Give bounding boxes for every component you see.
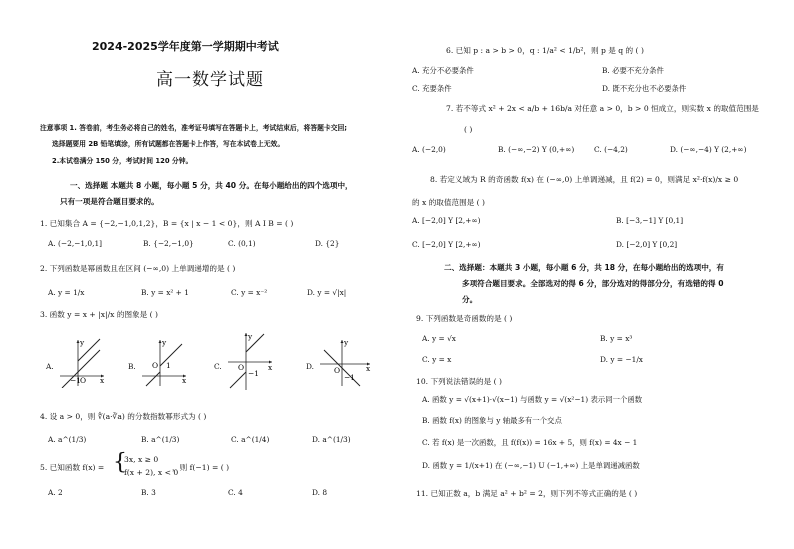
question-8-stem-cont: 的 x 的取值范围是 ( ) [412, 198, 486, 207]
question-10-option-b: B. 函数 f(x) 的图象与 y 轴最多有一个交点 [422, 416, 562, 425]
question-7-stem: 7. 若不等式 x² + 2x < a/b + 16b/a 对任意 a > 0，b > 0 恒成立，则实数 x 的取值范围是 [446, 104, 759, 113]
question-5-option-b: B. 3 [141, 488, 156, 497]
graph-b [138, 336, 188, 388]
question-8-option-a: A. [−2,0] Y [2,+∞) [412, 216, 481, 225]
question-4-option-a: A. a^(1/3) [48, 435, 87, 444]
question-2-option-c: C. y = x⁻² [231, 288, 268, 297]
question-10-option-d: D. 函数 y = 1/(x+1) 在 (−∞,−1) U (−1,+∞) 上是单调递减函数 [422, 461, 640, 470]
graph-c-neg-one-label: −1 [248, 369, 259, 378]
question-3-option-d: D. [306, 362, 315, 371]
question-5-option-a: A. 2 [48, 488, 63, 497]
question-7-option-d: D. (−∞,−4) Y (2,+∞) [670, 145, 747, 154]
note-line-1: 注意事项 1. 答卷前，考生务必将自己的姓名，准考证号填写在答题卡上，考试结束后，将答题卡交回; [40, 124, 348, 132]
question-1-option-b: B. {−2,−1,0} [143, 239, 194, 248]
graph-a-x-label: x [100, 376, 105, 385]
note-line-2: 选择题要用 2B 铅笔填涂，所有试题都在答题卡上作答，写在本试卷上无效。 [52, 140, 285, 148]
graph-a-neg-one-label: −1 [70, 376, 81, 385]
question-9-option-a: A. y = √x [422, 334, 456, 343]
section-1-heading-cont: 只有一项是符合题目要求的。 [60, 197, 159, 206]
question-5-brace: { [113, 450, 127, 475]
question-4-option-d: D. a^(1/3) [312, 435, 351, 444]
graph-d-origin-label: O [334, 366, 341, 375]
graph-c-origin-label: O [238, 363, 245, 372]
question-10-option-a: A. 函数 y = √(x+1)·√(x−1) 与函数 y = √(x²−1) 表示同一个函数 [422, 395, 643, 404]
question-1-option-c: C. (0,1) [228, 239, 256, 248]
question-3-stem: 3. 函数 y = x + |x|/x 的图象是 ( ) [40, 310, 158, 319]
question-8-option-c: C. [−2,0] Y [2,+∞) [412, 240, 481, 249]
graph-b-x-label: x [182, 376, 187, 385]
section-2-heading-end: 分。 [462, 295, 478, 304]
page-title: 高一数学试题 [156, 70, 264, 90]
question-8-option-b: B. [−3,−1] Y [0,1] [616, 216, 684, 225]
question-4-option-c: C. a^(1/4) [231, 435, 270, 444]
question-11-stem: 11. 已知正数 a，b 满足 a² + b² = 2，则下列不等式正确的是 ( ) [416, 489, 638, 498]
question-4-option-b: B. a^(1/3) [141, 435, 180, 444]
section-2-heading-cont: 多项符合题目要求。全部选对的得 6 分，部分选对的得部分分，有选错的得 0 [462, 279, 724, 288]
graph-b-origin-label: O [152, 361, 159, 370]
question-9-option-c: C. y = x [422, 355, 452, 364]
question-6-option-c: C. 充要条件 [412, 84, 452, 93]
section-1-heading: 一、选择题 本题共 8 小题，每小题 5 分，共 40 分。在每小题给出的四个选项中， [70, 181, 353, 190]
question-3-option-c: C. [214, 362, 222, 371]
question-1-stem: 1. 已知集合 A = {−2,−1,0,1,2}，B = {x | x − 1 < 0}，则 A I B = ( ) [40, 219, 294, 228]
question-10-option-c: C. 若 f(x) 是一次函数，且 f(f(x)) = 16x + 5，则 f(x) = 4x − 1 [422, 438, 638, 447]
question-5-option-c: C. 4 [228, 488, 243, 497]
question-8-stem: 8. 若定义域为 R 的奇函数 f(x) 在 (−∞,0) 上单调递减，且 f(2) = 0，则满足 x²·f(x)/x ≥ 0 [430, 175, 739, 184]
graph-d-x-label: x [366, 364, 371, 373]
question-2-option-b: B. y = x² + 1 [141, 288, 189, 297]
question-7-option-a: A. (−2,0) [412, 145, 446, 154]
question-6-option-a: A. 充分不必要条件 [412, 66, 474, 75]
note-line-3: 2.本试卷满分 150 分，考试时间 120 分钟。 [52, 157, 193, 165]
question-5-stem-end: ，则 f(−1) = ( ) [172, 463, 230, 472]
question-6-stem: 6. 已知 p : a > b > 0，q : 1/a² < 1/b²，则 p 是 q 的 ( ) [446, 46, 644, 55]
question-5-case-2: f(x + 2), x < 0 [124, 468, 179, 477]
question-4-stem: 4. 设 a > 0，则 ∜(a·∛a) 的分数指数幂形式为 ( ) [40, 412, 207, 421]
graph-a-origin-label: O [80, 376, 87, 385]
question-1-option-a: A. (−2,−1,0,1] [48, 239, 103, 248]
graph-c [224, 330, 274, 392]
right-column [402, 0, 794, 549]
question-2-option-a: A. y = 1/x [48, 288, 85, 297]
question-7-option-b: B. (−∞,−2) Y (0,+∞) [498, 145, 575, 154]
question-6-option-b: B. 必要不充分条件 [602, 66, 664, 75]
question-8-option-d: D. [−2,0] Y [0,2] [616, 240, 678, 249]
question-3-option-a: A. [46, 362, 54, 371]
question-9-stem: 9. 下列函数是奇函数的是 ( ) [416, 314, 513, 323]
graph-d [316, 336, 372, 388]
question-1-option-d: D. {2} [315, 239, 340, 248]
graph-d-neg-one-label: −1 [344, 373, 355, 382]
question-5-case-1: 3x, x ≥ 0 [124, 455, 159, 464]
graph-a-y-label: y [80, 338, 85, 347]
graph-b-y-label: y [162, 338, 167, 347]
question-7-paren: ( ) [464, 125, 473, 134]
question-5-option-d: D. 8 [312, 488, 328, 497]
question-9-option-b: B. y = x³ [600, 334, 633, 343]
graph-b-one-label: 1 [166, 361, 171, 370]
question-3-option-b: B. [128, 362, 136, 371]
section-2-heading: 二、选择题：本题共 3 小题，每小题 6 分，共 18 分，在每小题给出的选项中，有 [444, 263, 724, 272]
question-2-stem: 2. 下列函数是幂函数且在区间 (−∞,0) 上单调递增的是 ( ) [40, 264, 236, 273]
exam-header: 2024-2025学年度第一学期期中考试 [92, 40, 279, 53]
question-6-option-d: D. 既不充分也不必要条件 [602, 84, 687, 93]
graph-c-x-label: x [268, 363, 273, 372]
question-10-stem: 10. 下列说法错误的是 ( ) [416, 377, 502, 386]
question-5-stem: 5. 已知函数 f(x) = [40, 463, 105, 472]
question-2-option-d: D. y = √|x| [307, 288, 347, 297]
question-9-option-d: D. y = −1/x [600, 355, 643, 364]
graph-a [56, 336, 106, 388]
question-7-option-c: C. (−4,2) [594, 145, 628, 154]
graph-d-y-label: y [344, 338, 349, 347]
graph-c-y-label: y [248, 332, 253, 341]
